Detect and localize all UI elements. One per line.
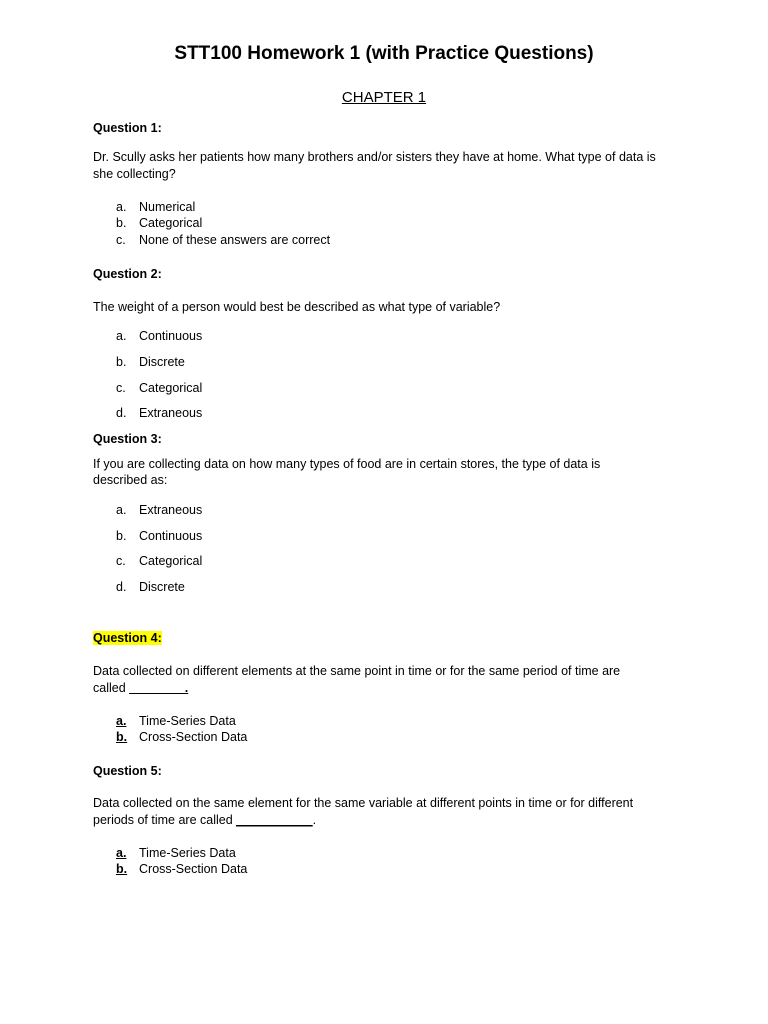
question-3-heading: Question 3: (93, 432, 162, 446)
question-2-text-line-1: The weight of a person would best be described as what type of variable? (93, 300, 501, 314)
question-4-text-line-2 (93, 680, 188, 696)
question-5-text-prefix: periods of time are called (93, 813, 237, 827)
chapter-heading: CHAPTER 1 (341, 89, 427, 106)
question-2-heading: Question 2: (93, 267, 162, 281)
q2-option-a-letter: a. (116, 329, 127, 343)
q2-option-c-text: Categorical (139, 381, 203, 395)
q2-option-b-text: Discrete (139, 355, 185, 369)
q5-option-b-text: Cross-Section Data (139, 862, 248, 876)
q1-option-a-text: Numerical (139, 200, 196, 214)
q1-option-b-letter: b. (116, 216, 127, 230)
question-5-blank: ___________ (236, 813, 313, 827)
q3-option-a-letter: a. (116, 503, 127, 517)
q3-option-a-text: Extraneous (139, 503, 203, 517)
q3-option-c-letter: c. (116, 554, 126, 568)
q5-option-b-letter: b. (116, 862, 128, 876)
question-5-text-line-2 (93, 812, 316, 828)
question-4-text-prefix: called (93, 681, 130, 695)
q4-option-a-text: Time-Series Data (139, 714, 236, 728)
q2-option-b-letter: b. (116, 355, 127, 369)
q4-option-b-letter: b. (116, 730, 128, 744)
question-1-heading: Question 1: (93, 121, 162, 135)
q2-option-d-letter: d. (116, 406, 127, 420)
q1-option-a-letter: a. (116, 200, 127, 214)
question-5-heading: Question 5: (93, 764, 162, 778)
question-1-text-line-1: Dr. Scully asks her patients how many brothers and/or sisters they have at home. What type of data is (93, 150, 656, 164)
q3-option-d-letter: d. (116, 580, 127, 594)
q2-option-c-letter: c. (116, 381, 126, 395)
question-5-text-line-1: Data collected on the same element for the same variable at different points in time or for different (93, 796, 634, 810)
q3-option-b-text: Continuous (139, 529, 203, 543)
question-5-text-suffix: . (312, 813, 317, 827)
question-4-blank: ________. (129, 681, 189, 695)
q4-option-a-letter: a. (116, 714, 127, 728)
q3-option-c-text: Categorical (139, 554, 203, 568)
q3-option-b-letter: b. (116, 529, 127, 543)
q5-option-a-text: Time-Series Data (139, 846, 236, 860)
question-4-text-line-1: Data collected on different elements at the same point in time or for the same period of time are (93, 664, 621, 678)
question-3-text-line-2: described as: (93, 473, 168, 487)
q1-option-c-letter: c. (116, 233, 126, 247)
question-4-heading: Question 4: (93, 631, 162, 645)
q3-option-d-text: Discrete (139, 580, 185, 594)
q1-option-b-text: Categorical (139, 216, 203, 230)
question-1-text-line-2: she collecting? (93, 167, 176, 181)
q1-option-c-text: None of these answers are correct (139, 233, 331, 247)
q2-option-d-text: Extraneous (139, 406, 203, 420)
q5-option-a-letter: a. (116, 846, 127, 860)
document-title: STT100 Homework 1 (with Practice Questions) (174, 43, 594, 64)
question-3-text-line-1: If you are collecting data on how many types of food are in certain stores, the type of data is (93, 457, 601, 471)
q2-option-a-text: Continuous (139, 329, 203, 343)
q4-option-b-text: Cross-Section Data (139, 730, 248, 744)
